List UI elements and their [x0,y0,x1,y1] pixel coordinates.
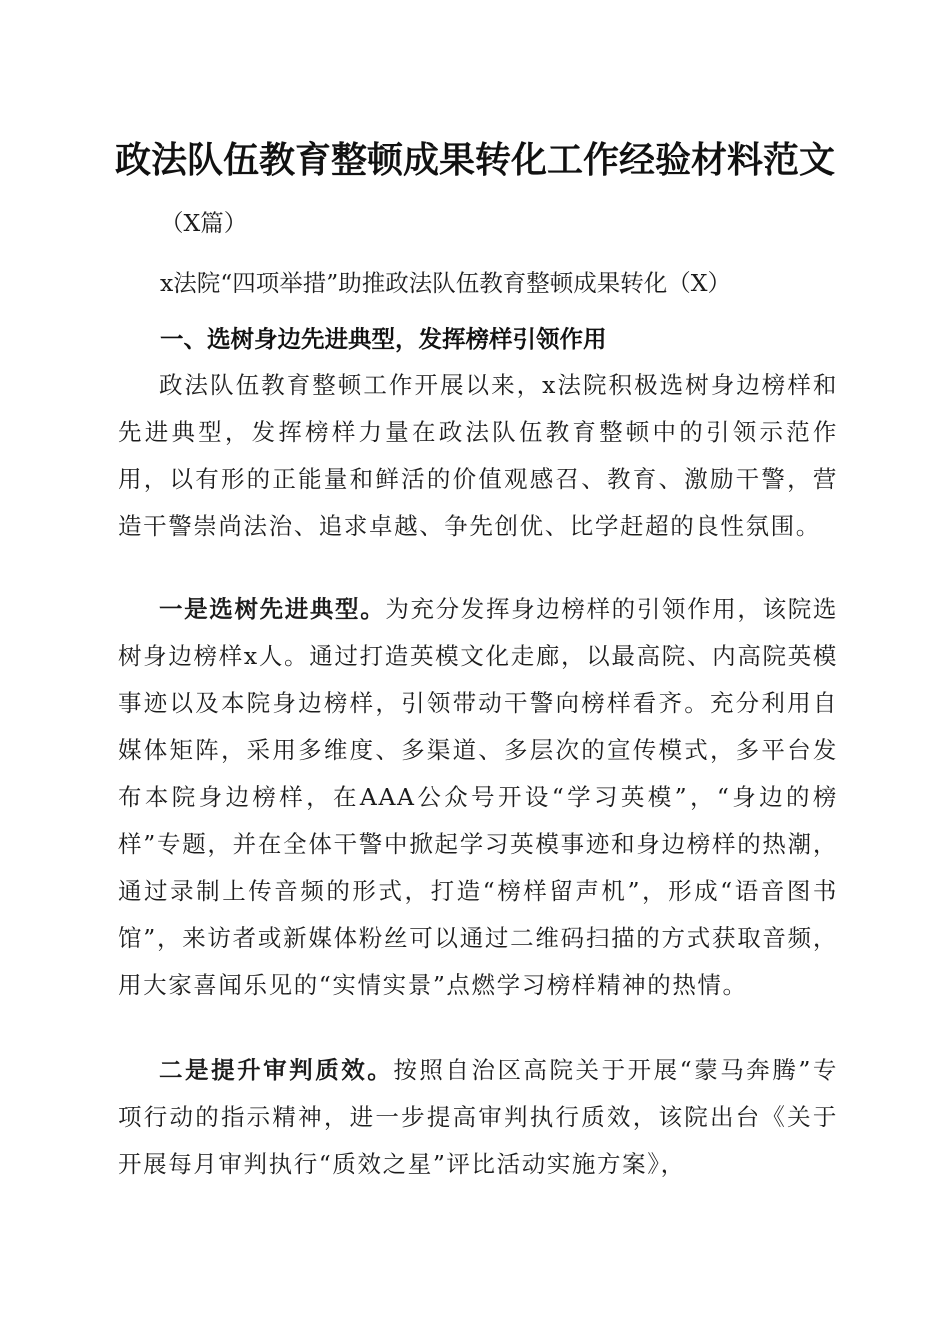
paragraph-body: 按照自治区高院关于开展“蒙马奔腾”专项行动的指示精神，进一步提高审判执行质效，该院出台《关于开展每月审判执行“质效之星”评比活动实施方案》， [118,1056,839,1178]
paragraph-intro: 政法队伍教育整顿工作开展以来，x法院积极选树身边榜样和先进典型，发挥榜样力量在政法队伍教育整顿中的引领示范作用，以有形的正能量和鲜活的价值观感召、教育、激励干警，营造干警崇尚法治、追求卓越、争先创优、比学赶超的良性氛围。 [118,371,838,540]
article-tag: （X篇） [160,209,248,237]
paragraph-improve-quality [118,1047,838,1188]
section-heading: 一、选树身边先进典型，发挥榜样引领作用 [160,325,607,353]
paragraph-select-models [118,586,838,1009]
paragraph-lead: 二是提升审判质效。 [159,1056,394,1084]
document-title: 政法队伍教育整顿成果转化工作经验材料范文 [114,139,835,181]
article-subtitle: x法院“四项举措”助推政法队伍教育整顿成果转化（X） [160,269,732,297]
paragraph-body: 为充分发挥身边榜样的引领作用，该院选树身边榜样x人。通过打造英模文化走廊，以最高院、内高院英模事迹以及本院身边榜样，引领带动干警向榜样看齐。充分利用自媒体矩阵，采用多维度、多渠道、多层次的宣传模式，多平台发布本院身边榜样，在AAA公众号开设“学习英模”，“身边的榜样”专题，并在全体干警中掀起学习英模事迹和身边榜样的热潮，通过录制上传音频的形式，打造“榜样留声机”，形成“语音图书馆”，来访者或新媒体粉丝可以通过二维码扫描的方式获取音频，用大家喜闻乐见的“实情实景”点燃学习榜样精神的热情。 [118,595,838,999]
paragraph-lead: 一是选树先进典型。 [159,595,386,623]
